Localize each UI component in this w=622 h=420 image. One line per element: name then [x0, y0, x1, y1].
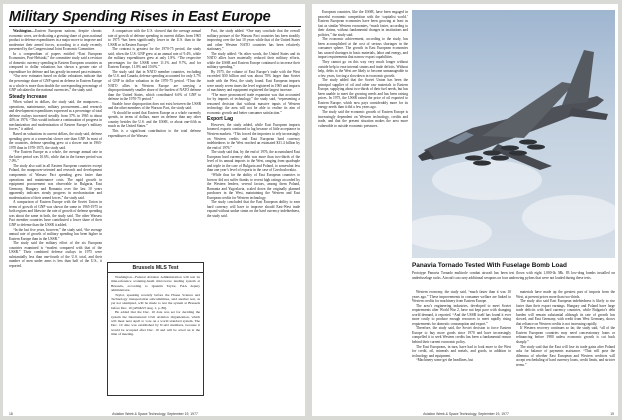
paragraph: Pact, the study added. “One may conclude that the overall military posture of the Warsaw Pact countries has been steadily improving over the last 10 years while that of the United States and other Western NATO countries has been relatively stationary.” — [207, 29, 300, 52]
sidebar-title: Brussels MLS Test — [108, 263, 203, 273]
paragraph: The economic achievement, according to the study, has been accomplished at the cost of serious shortages in the consumer sphere. The growth in East European economies has caused shortages in basic materials, labor and energy, and import requirements that narrow export capabilities. — [318, 37, 408, 60]
footer-text: Aviation Week & Space Technology, September 19, 1977 — [112, 412, 198, 416]
left-page — [3, 4, 305, 416]
paragraph: “While thus far the ability of East European countries to borrow did not suffer thanks to recent high ratings accorded by the Western lenders, several factors, among them Poland, Romania and Yugoslavia, scaled down the originally planned purchases in the West, maintaining the Western and East European credits for Western technology. — [207, 172, 300, 200]
article-headline: Military Spending Rises in East Europe — [9, 9, 271, 25]
paragraph: Eastern European nations, despite chronic economic woes, are dedicating a growing share of gross national product to defense expenditures in a major move to improve and modernize their armed forces, according to a study recently presented by the Congressional Joint Economic Committee. — [9, 29, 102, 52]
subhead: Export Lag — [207, 116, 234, 123]
paragraph: They cannot go on this way very much longer without outside help to ease internal strains and trade deficits. Without help, debts to the West are likely to become unmanageable in a few years, forcing a slowdown in economic growth. — [318, 60, 408, 78]
tornado-aircraft-illustration — [412, 10, 615, 258]
paragraph: materials have made up the greatest part of imports from the West, at present prices more than two-thirds. — [516, 290, 615, 299]
paragraph: The study added: “In other words, the United States and its NATO allies have materially reduced their military efforts, while the USSR and Eastern Europe continued to increase their military spending.” — [207, 51, 300, 70]
paragraph: When valued in dollars, the study said, the manpower—operations, maintenance, military procurement—and research and development expenditures expressed as a percentage of total defense outlays increased steadily from 37% in 1965 to about 44% in 1976. “This would indicate a continuation of progress in mechanization and modernization of Eastern Europe’s military forces,” it added. — [9, 100, 102, 132]
paragraph: The study said that, by the end of 1976, the accumulated East European hard currency debt was more than two-thirds of the level of its annual imports to the West, ranging from quadruple and triple in the case of Bulgaria and Poland, to somewhat less than one year’s level of exports in the case of Czechoslovakia. — [207, 150, 300, 173]
paragraph: If Western recovery continues so far, the study said, “all of the Eastern European countries may need concessionary loans or refinancing before 1980 unless economic growth is cut back sharply.” — [516, 326, 615, 345]
paragraph: “The more pronounced trade expansion was that accounted for by imports of technology,” the study said, “representing a reasoned decision that without massive inputs of Western technology the area will not be able to realize its aim of economic growth and better consumer satisfaction.” — [207, 92, 300, 115]
right-column-2 — [412, 290, 511, 395]
paragraph: Sizable force disproportion does not exist between the USSR and the other members of the Warsaw Pact, the study said. — [108, 101, 201, 111]
paragraph: The study said that in NATO member countries, excluding the U.S. and Canada, defense spending accounted for only 3.7% of GNP in dollar valuation in the 1970-75 period. “Thus the NATO allies in Western Europe are carrying a disproportionately smaller share of the burden of NATO defense than the United States, which contributed 6.6% of GNP to defense in the 1970-75 period.” — [108, 69, 201, 102]
subhead: Steady Increase — [9, 93, 48, 100]
paragraph: The East Europeans, in turn, have had to look more to the West for credit, oil, minerals and metals, and goods, in addition to technology and equipment. — [412, 344, 511, 358]
right-column-3 — [516, 290, 615, 395]
paragraph: The contrast is greatest for the 1970-75 period, the study said, when the U.S. GNP grew at an annual rate of 9.4%, while the military expenditures grew at only 1.8%. “The respective percentages for the USSR were 11.1% and 9.7%, and for Eastern Europe, 11.8% and 10.6%.” — [108, 47, 201, 70]
paragraph: A comparison with the U.S. showed that the average annual rate of growth of defense spending in current dollars from 1965 to 1975 “has been significantly lower in the U.S. than in the USSR or in Eastern Europe.” — [108, 29, 201, 47]
paragraph: He added that the Dec. 10 date was set for deciding the system the International Civil Aviation Organization, which will meet next April to vote on a world standard system. The Dec. 10 date was established by ICAO members, because it would be accepted after Dec. 10 and will be acted on at the time of meeting. — [111, 310, 200, 337]
paragraph: By 1975, the volume of East Europe’s trade with the West exceeded $30 billion and was about 70% larger than Soviet trade with the West, the study found. East European imports were nearly seven times the level registered in 1965 and imports of machinery and equipment registered the largest increase. — [207, 69, 300, 93]
paragraph: The study said the economic growth of Eastern Europe is increasingly dependent on Western technology, credits and trade, and that the present situation makes the area more vulnerable to outside economic pressures. — [318, 110, 408, 128]
aircraft-photo — [412, 10, 615, 258]
paragraph: Based on valuations in current dollars, the study said, defense spending grew at a somewhat slower rate than GNP. In most of the countries, defense spending grew at a slower rate in 1965-1970 than in 1970-1975, the study said. — [9, 132, 102, 150]
left-column-2 — [108, 29, 201, 257]
paragraph: The study said the military effort of the six European countries examined is “modest compared with that of the USSR.” Their combined defense outlays in 1975 were substantially less than one-fourth of the U.S. total, and their number of men under arms is less than half of the U.S., it reported. — [9, 241, 102, 268]
left-column-1 — [9, 29, 102, 394]
paragraph: The study also said East European indebtedness is likely to rise faster than their export earnings. Hungary and Poland have large trade deficits with hard currency countries, while Bulgaria’s debt burden will remain substantial although its rate of growth has slowed, and East Germany, with credit from West Germany, shows that reliance on Western credits is not increasing rapidly. — [516, 299, 615, 326]
footer-text: Aviation Week & Space Technology, September 19, 1977 — [423, 412, 509, 416]
left-column-3 — [207, 29, 300, 394]
paragraph: The area’s engineering industries, developed to meet Soviet requirements after World War 2, have not kept pace with changing world demand, it reported. “And the USSR itself has found it ever more costly to produce enough resources to meet rapidly rising requirements for domestic consumption and export.” — [412, 303, 511, 326]
paragraph: In a compendium of papers entitled “East European Economies, Post-Helsinki,” the committee study said a revision of domestic currency spending in Eastern European countries as compared to dollar valuations has shown a greater rate of expenditure for defense and has greatly increased past estimates. — [9, 51, 102, 74]
paragraph: “Our new estimates based on dollar valuations indicate that the percentage share of GNP spent on defense in Eastern Europe as a whole is more than double the corresponding percentage of GNP calculated in the national currencies,” the study said. — [9, 74, 102, 93]
paragraph: However, the study added, while East European imports boomed, exports continued to lag because of little acceptance in Western markets. “This forced the importers to rely increasingly on Western credits and East European hard currency indebtedness to the West reached an estimated $31.4 billion by the end of 1976.” — [207, 122, 300, 150]
tailplane-shape — [568, 108, 608, 120]
paragraph: This is a significant contribution to the total defense expenditures of the Warsaw — [108, 129, 201, 138]
page-number: 18 — [9, 412, 13, 416]
paragraph: Washington—Federal Aviation Administration will test its time-reference scanning-beam microwave landing system at Brussels, according to Quentin Taylor, FAA deputy administrator. — [111, 275, 200, 293]
sidebar-body — [108, 273, 203, 339]
paragraph: Western economy, the study said, “much faster than it was 10 years ago.” These improvements in consumer welfare are linked to Western credits for machinery from Eastern Europe. — [412, 290, 511, 304]
sidebar-box — [107, 262, 204, 396]
paragraph: “For Eastern Europe as a whole, the average annual rate in the latter period was 10.6%, while that in the former period was 7.0%.” — [9, 150, 102, 164]
photo-caption-body: Prototype Panavia Tornado multirole combat aircraft has been test flown with eight 1,000-lb. Mk. 83 low-drag bombs installed on underfuselage racks. Aircraft can carry additional weapons on four underwing pylons that were not loaded during these tests. — [412, 271, 615, 280]
tail-fin-shape — [562, 50, 594, 105]
paragraph: The study said that the East will lose its trade gains after Poland asks for balance of payments assistance. “That will pose the dilemma of whether East European and Western creditors will accept rescheduling of hard currency loans, credit limits, and stricter terms.” — [516, 344, 615, 367]
paragraph: Therefore, the study said, the Soviet decision to force Eastern Europe to buy more goods since 1970 and have increasingly compelled it to seek Western credits has been a fundamental reason behind their current economic policy. — [412, 326, 511, 345]
paragraph: European countries, like the USSR, have been engaged in peaceful economic competition with the ‘capitalist world.’ Eastern European economies have been growing at least as fast as similar Western economies, “much faster, according to their claims, without fundamental changes in institutions and policies,” the study said. — [318, 10, 408, 37]
paragraph: Taylor, speaking recently before the House Science and Technology transportation subcommittee, said another test, as yet not attempted, will be made to test the system at Brussels before Dec. 10 [AW&ST Aug. 1, p. 86]. — [111, 292, 200, 310]
paragraph: The study concluded that the East European ability to earn hard currency will have to improve should East-West trade expand without undue strain on the hard currency indebtedness, the study said. — [207, 200, 300, 218]
paragraph: The study added that the Soviet Union has been the principal supplier of oil and other raw materials to Eastern Europe, supplying about two-thirds of their fuel needs, but has been unable to meet the growing needs and has been raising prices. In 1975, the USSR raised the price of oil exported to Eastern Europe, which now pays considerably more for its energy needs than it did a few years ago. — [318, 78, 408, 110]
right-column-1 — [318, 10, 408, 395]
headline-rule — [9, 26, 301, 27]
photo-caption-title: Panavia Tornado Tested With Fuselage Bomb Load — [412, 262, 567, 269]
paragraph: “It should be noted that Eastern Europe as a whole currently spends, in terms of dollars, more on defense than any other country besides the U.S. and the USSR, or about one-fifth as much as the United States.” — [108, 110, 201, 129]
paragraph: “Machinery some get the headlines, but — [416, 358, 474, 363]
dateline: Washington— — [13, 29, 35, 33]
paragraph: “In the last five years, however,” the study said, “the average annual rate of growth of military spending has been higher in Eastern Europe than in the USSR.” — [9, 227, 102, 241]
paragraph: The study also said in all Eastern European countries except Poland, the manpower-oriented and research and development components of Warsaw Pact spending grew faster than operations and maintenance costs. The rapid growth in equipment procurement was observable in Bulgaria, East Germany, Hungary and Romania over the last 10 years apparently indicates steady progress in mechanization and modernization of their armed forces,” the study said. — [9, 163, 102, 200]
paragraph: A comparison of Eastern Europe with the Soviet Union in terms of growth of GNP was shown the same in 1965-1975 in both regions and likewise the rate of growth of defense spending was about the same in both, the study said. The other Warsaw Pact member countries have contributed a lower share of their GNP to defense than the USSR it added. — [9, 200, 102, 227]
right-page — [312, 4, 618, 416]
page-number: 19 — [610, 412, 614, 416]
